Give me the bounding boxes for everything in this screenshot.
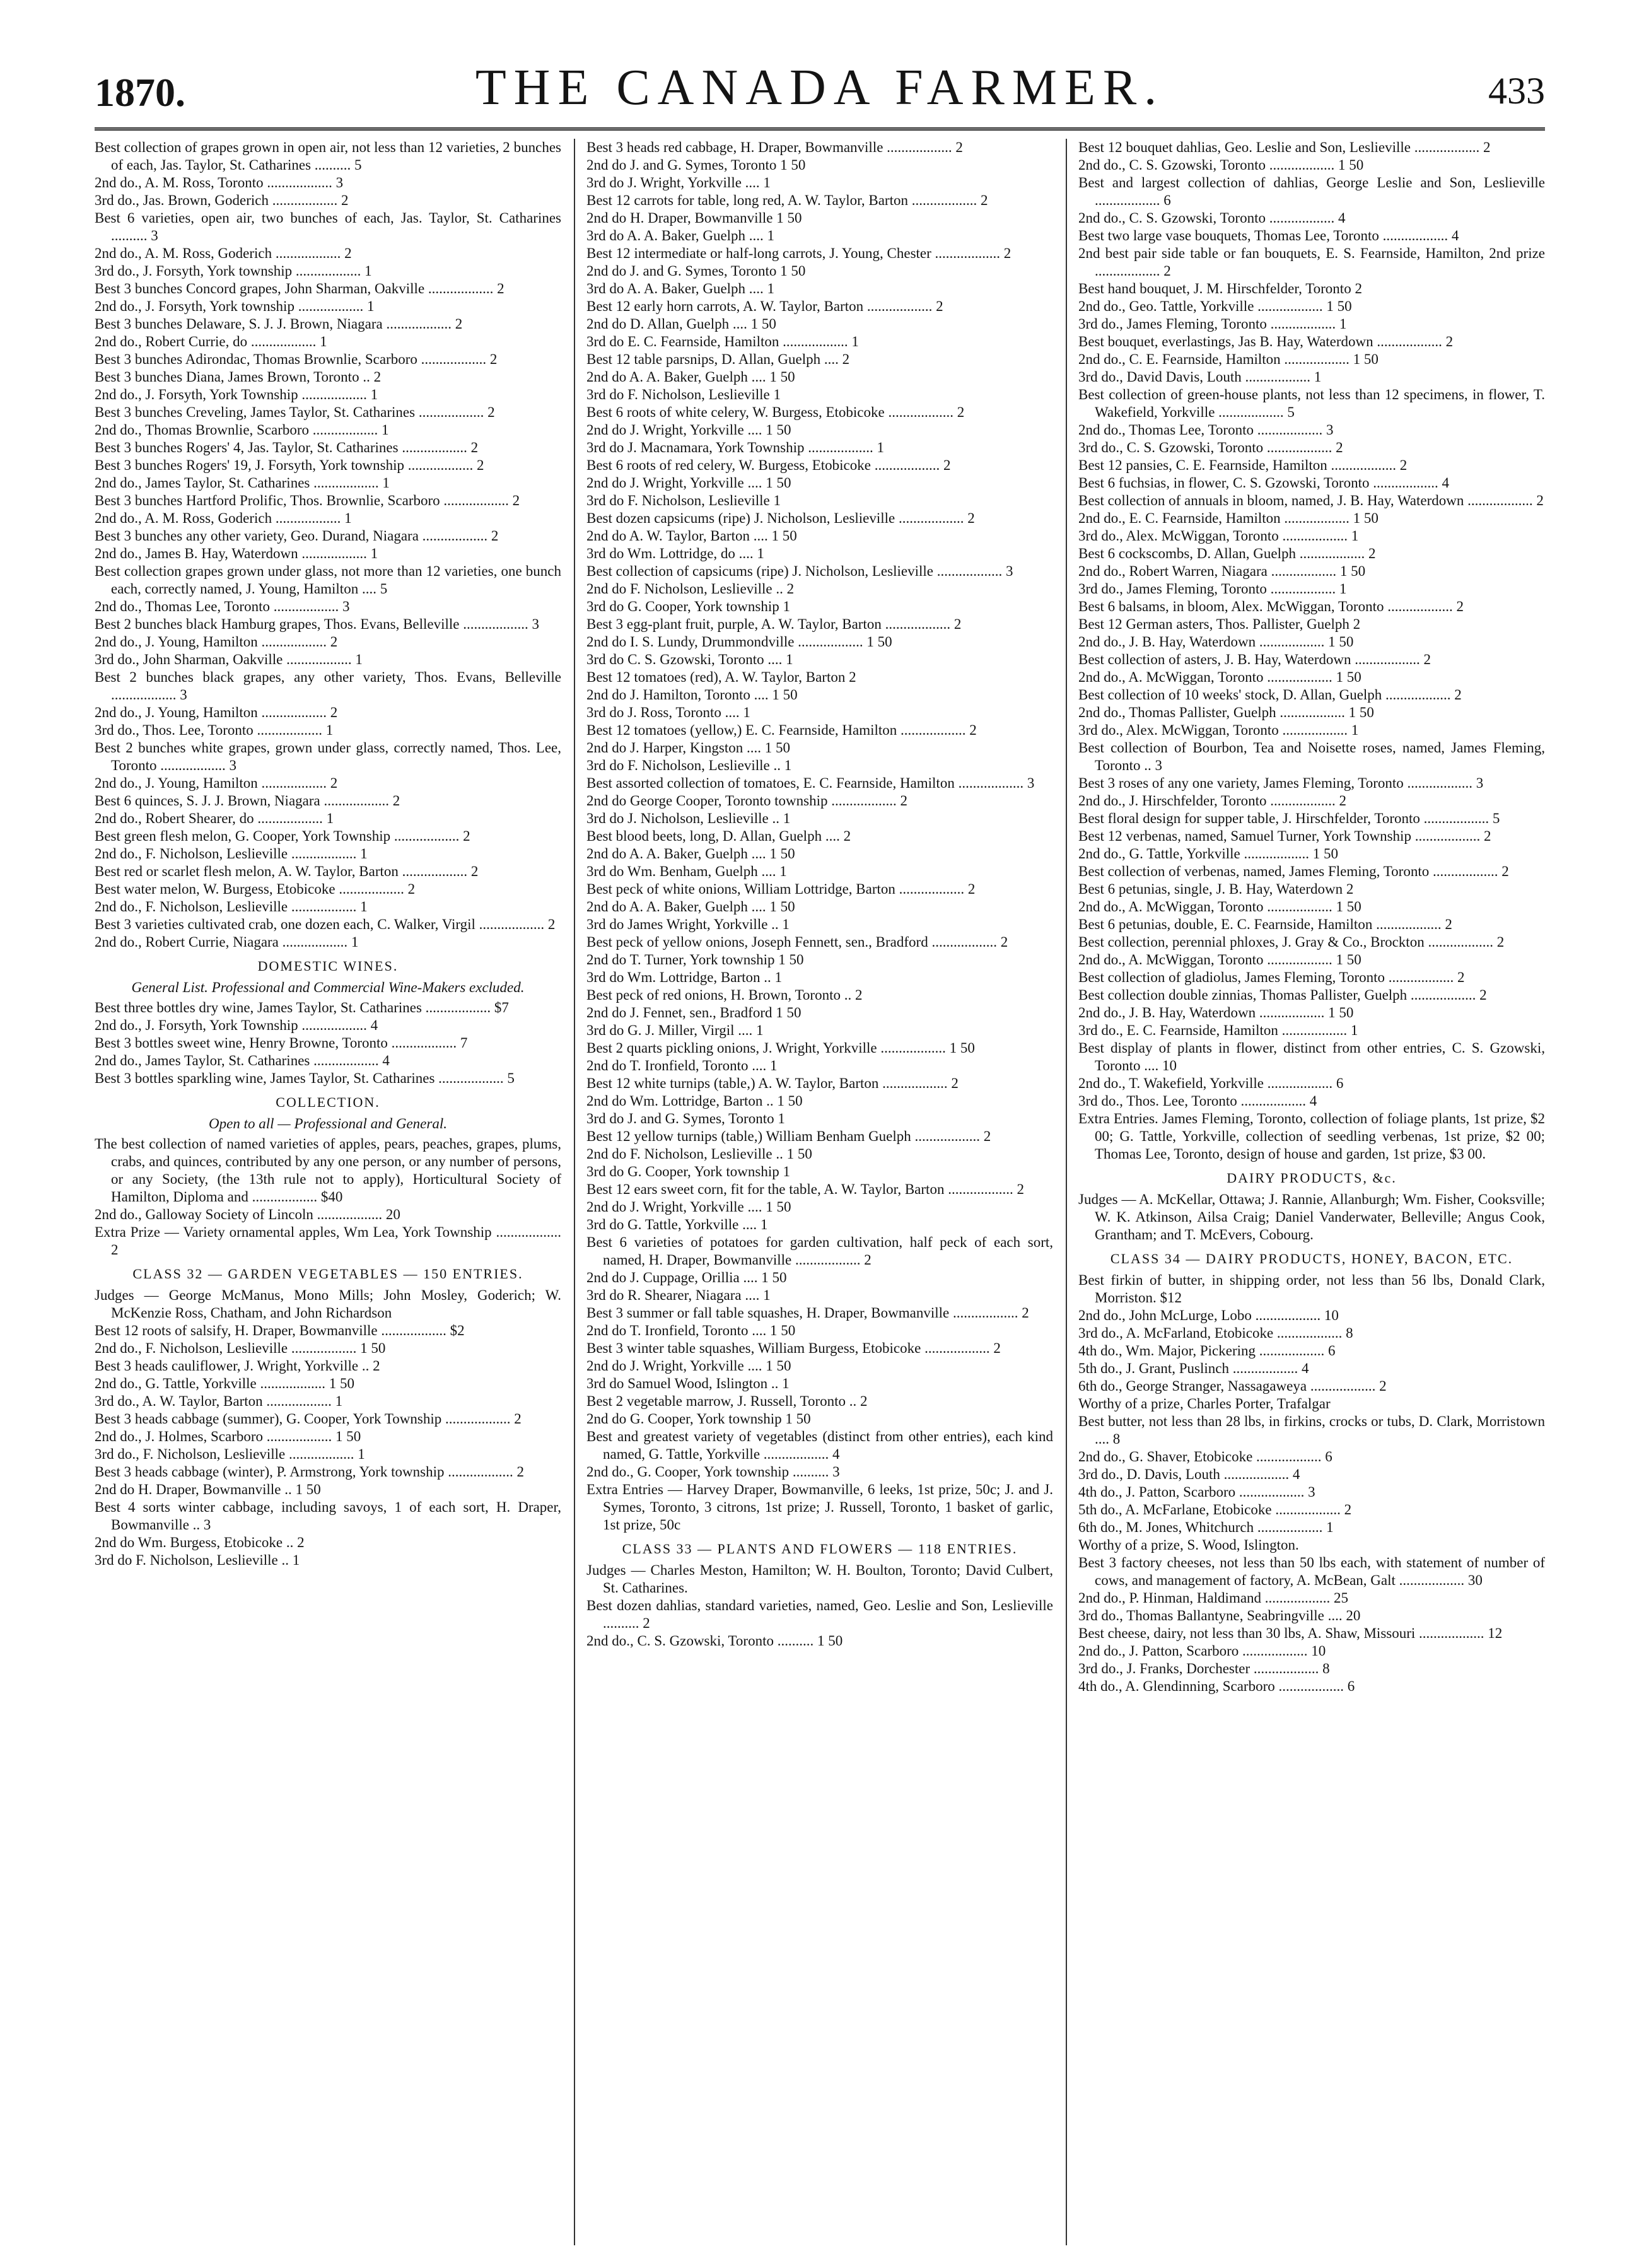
prize-entry: Best 3 bunches Diana, James Brown, Toronto .. 2: [95, 369, 382, 385]
prize-entry: 3rd do Wm. Lottridge, Barton .. 1: [586, 969, 783, 985]
prize-entry: Best and greatest variety of vegetables (distinct from other entries), each kind named, G. Tattle, Yorkville .................. 4: [586, 1429, 1053, 1462]
prize-entry: 2nd do., J. Holmes, Scarboro .................. 1 50: [95, 1429, 361, 1444]
prize-entry: Best 3 bunches Creveling, James Taylor, St. Catharines .................. 2: [95, 404, 495, 420]
prize-entry: 2nd do., J. Forsyth, York Township .................. 1: [95, 387, 378, 402]
prize-entry: 3rd do., Alex. McWiggan, Toronto .................. 1: [1078, 722, 1359, 738]
prize-entry: Best 12 ears sweet corn, fit for the table, A. W. Taylor, Barton .................. 2: [586, 1181, 1024, 1197]
prize-entry: Best display of plants in flower, distinct from other entries, C. S. Gzowski, Toronto .... 10: [1078, 1040, 1545, 1073]
prize-entry: 2nd do., James B. Hay, Waterdown .................. 1: [95, 546, 378, 561]
prize-entry: Best 6 varieties of potatoes for garden cultivation, half peck of each sort, named, H. Draper, Bowmanville .................. 2: [586, 1234, 1053, 1268]
prize-entry: Best bouquet, everlastings, Jas B. Hay, Waterdown .................. 2: [1078, 334, 1454, 349]
prize-entry: 3rd do J. and G. Symes, Toronto 1: [586, 1111, 785, 1126]
prize-entry: Best collection of 10 weeks' stock, D. Allan, Guelph .................. 2: [1078, 687, 1462, 703]
prize-entry: Best peck of white onions, William Lottridge, Barton .................. 2: [586, 881, 976, 897]
prize-entry: Best 12 verbenas, named, Samuel Turner, York Township .................. 2: [1078, 828, 1491, 844]
prize-entry: 3rd do A. A. Baker, Guelph .... 1: [586, 228, 775, 243]
prize-entry: 2nd do., Thomas Pallister, Guelph .................. 1 50: [1078, 704, 1374, 720]
prize-entry: 3rd do James Wright, Yorkville .. 1: [586, 916, 790, 932]
prize-entry: 3rd do G. Cooper, York township 1: [586, 1164, 791, 1179]
masthead-rule: [95, 127, 1545, 131]
prize-entry: 2nd do., C. E. Fearnside, Hamilton .................. 1 50: [1078, 351, 1379, 367]
prize-entry: 3rd do Samuel Wood, Islington .. 1: [586, 1376, 790, 1391]
prize-entry: Best green flesh melon, G. Cooper, York Township .................. 2: [95, 828, 470, 844]
prize-entry: 2nd do., T. Wakefield, Yorkville .................. 6: [1078, 1075, 1344, 1091]
prize-entry: Best collection double zinnias, Thomas Pallister, Guelph .................. 2: [1078, 987, 1487, 1003]
prize-entry: 2nd do F. Nicholson, Leslieville .. 2: [586, 581, 795, 597]
prize-entry: Best collection of verbenas, named, James Fleming, Toronto .................. 2: [1078, 863, 1509, 879]
prize-entry: Best 6 petunias, single, J. B. Hay, Waterdown 2: [1078, 881, 1354, 897]
prize-entry: Best 3 egg-plant fruit, purple, A. W. Taylor, Barton .................. 2: [586, 616, 962, 632]
prize-entry: 2nd do F. Nicholson, Leslieville .. 1 50: [586, 1146, 812, 1162]
section-heading: CLASS 32 — GARDEN VEGETABLES — 150 ENTRIES.: [132, 1266, 523, 1282]
prize-entry: Judges — A. McKellar, Ottawa; J. Rannie, Allanburgh; Wm. Fisher, Cooksville; W. K. Atkinson, Ailsa Craig; Daniel Vanderwater, Belleville; Angus Cook, Grantham; and T. McEvers, Cobourg.: [1078, 1191, 1545, 1242]
prize-entry: 3rd do., C. S. Gzowski, Toronto .................. 2: [1078, 440, 1343, 455]
prize-entry: 3rd do Wm. Lottridge, do .... 1: [586, 546, 764, 561]
prize-entry: 3rd do J. Wright, Yorkville .... 1: [586, 175, 771, 190]
prize-entry: 3rd do., J. Forsyth, York township .................. 1: [95, 263, 372, 279]
prize-entry: 2nd do., P. Hinman, Haldimand .................. 25: [1078, 1590, 1349, 1606]
prize-entry: 3rd do F. Nicholson, Leslieville .. 1: [586, 757, 792, 773]
prize-entry: 6th do., M. Jones, Whitchurch .................. 1: [1078, 1519, 1334, 1535]
prize-entry: 3rd do., Thomas Ballantyne, Seabringville .... 20: [1078, 1608, 1361, 1623]
prize-entry: 2nd do., C. S. Gzowski, Toronto .......... 1 50: [586, 1633, 843, 1649]
prize-entry: 2nd do J. Harper, Kingston .... 1 50: [586, 740, 790, 756]
prize-entry: Best 3 winter table squashes, William Burgess, Etobicoke .................. 2: [586, 1340, 1001, 1356]
prize-entry: Best three bottles dry wine, James Taylor, St. Catharines .................. $7: [95, 1000, 509, 1015]
prize-entry: 2nd do., John McLurge, Lobo .................. 10: [1078, 1307, 1339, 1323]
prize-entry: 3rd do J. Nicholson, Leslieville .. 1: [586, 810, 791, 826]
prize-entry: Best red or scarlet flesh melon, A. W. Taylor, Barton .................. 2: [95, 863, 479, 879]
prize-entry: 3rd do., Thos. Lee, Toronto .................. 4: [1078, 1093, 1317, 1109]
prize-entry: 2nd do T. Turner, York township 1 50: [586, 952, 804, 967]
prize-entry: 2nd do., G. Tattle, Yorkville .................. 1 50: [1078, 846, 1338, 862]
prize-entry: Best 2 bunches black Hamburg grapes, Thos. Evans, Belleville .................. 3: [95, 616, 540, 632]
prize-entry: 3rd do J. Ross, Toronto .... 1: [586, 704, 750, 720]
prize-entry: 3rd do., A. W. Taylor, Barton .................. 1: [95, 1393, 343, 1409]
prize-entry: 2nd do A. W. Taylor, Barton .... 1 50: [586, 528, 797, 544]
prize-entry: 2nd do., J. Forsyth, York Township .................. 4: [95, 1017, 378, 1033]
prize-entry: 2nd do J. Wright, Yorkville .... 1 50: [586, 1358, 791, 1374]
prize-entry: 2nd do., Thomas Brownlie, Scarboro .................. 1: [95, 422, 389, 438]
prize-entry: 2nd do A. A. Baker, Guelph .... 1 50: [586, 846, 795, 862]
prize-entry: 4th do., J. Patton, Scarboro .................. 3: [1078, 1484, 1315, 1500]
prize-entry: 3rd do E. C. Fearnside, Hamilton .................. 1: [586, 334, 859, 349]
prize-entry: 2nd do., J. Forsyth, York township .................. 1: [95, 298, 375, 314]
prize-entry: Best 3 factory cheeses, not less than 50 lbs each, with statement of number of cows, and management of factory, A. McBean, Galt .................. 30: [1078, 1555, 1545, 1588]
column-1: [95, 139, 561, 2245]
prize-entry: Best 3 bunches any other variety, Geo. Durand, Niagara .................. 2: [95, 528, 499, 544]
prize-entry: Best 3 varieties cultivated crab, one dozen each, C. Walker, Virgil .................. 2: [95, 916, 556, 932]
prize-entry: 2nd do Wm. Lottridge, Barton .. 1 50: [586, 1093, 803, 1109]
prize-entry: 3rd do., E. C. Fearnside, Hamilton .................. 1: [1078, 1022, 1358, 1038]
prize-entry: 2nd do., J. Hirschfelder, Toronto .................. 2: [1078, 793, 1347, 809]
prize-entry: 2nd do., A. McWiggan, Toronto .................. 1 50: [1078, 952, 1361, 967]
prize-entry: Extra Entries — Harvey Draper, Bowmanville, 6 leeks, 1st prize, 50c; J. and J. Symes, Toronto, 3 citrons, 1st prize; J. Russell, Toronto, 1 basket of garlic, 1st prize, 50c: [586, 1482, 1053, 1533]
prize-entry: Best 6 cockscombs, D. Allan, Guelph .................. 2: [1078, 546, 1376, 561]
prize-entry: Best 3 bunches Delaware, S. J. J. Brown, Niagara .................. 2: [95, 316, 463, 332]
prize-entry: Best 3 heads cabbage (winter), P. Armstrong, York township .................. 2: [95, 1464, 525, 1480]
prize-entry: Best collection of Bourbon, Tea and Noisette roses, named, James Fleming, Toronto .. 3: [1078, 740, 1545, 773]
prize-entry: Best 3 roses of any one variety, James Fleming, Toronto .................. 3: [1078, 775, 1484, 791]
prize-entry: 3rd do G. Tattle, Yorkville .... 1: [586, 1217, 768, 1232]
prize-entry: 2nd do., G. Shaver, Etobicoke .................. 6: [1078, 1449, 1332, 1464]
prize-entry: Best hand bouquet, J. M. Hirschfelder, Toronto 2: [1078, 281, 1362, 296]
column-2: [586, 139, 1053, 2245]
prize-entry: 2nd do., J. Young, Hamilton .................. 2: [95, 775, 338, 791]
prize-entry: 2nd do., Robert Currie, do .................. 1: [95, 334, 327, 349]
prize-entry: Best collection of gladiolus, James Fleming, Toronto .................. 2: [1078, 969, 1465, 985]
prize-entry: 2nd do., J. Young, Hamilton .................. 2: [95, 634, 338, 650]
prize-entry: Best firkin of butter, in shipping order, not less than 56 lbs, Donald Clark, Morriston. $12: [1078, 1272, 1545, 1306]
prize-entry: Best peck of yellow onions, Joseph Fennett, sen., Bradford .................. 2: [586, 934, 1008, 950]
prize-entry: Best 12 intermediate or half-long carrots, J. Young, Chester .................. 2: [586, 245, 1011, 261]
prize-entry: 4th do., Wm. Major, Pickering .................. 6: [1078, 1343, 1336, 1359]
prize-entry: 3rd do G. Cooper, York township 1: [586, 599, 791, 614]
prize-entry: Judges — Charles Meston, Hamilton; W. H. Boulton, Toronto; David Culbert, St. Catharines.: [586, 1562, 1053, 1596]
prize-entry: 2nd do., A. M. Ross, Goderich .................. 2: [95, 245, 352, 261]
prize-entry: 3rd do F. Nicholson, Leslieville 1: [586, 493, 781, 508]
newspaper-title: THE CANADA FARMER.: [475, 60, 1165, 115]
prize-entry: 2nd best pair side table or fan bouquets, E. S. Fearnside, Hamilton, 2nd prize .................. 2: [1078, 245, 1545, 279]
prize-entry: 3rd do., John Sharman, Oakville .................. 1: [95, 652, 363, 667]
prize-entry: 2nd do., A. M. Ross, Toronto .................. 3: [95, 175, 344, 190]
prize-entry: 3rd do., F. Nicholson, Leslieville .................. 1: [95, 1446, 365, 1462]
prize-entry: 5th do., A. McFarlane, Etobicoke .................. 2: [1078, 1502, 1352, 1517]
prize-entry: 2nd do., Thomas Lee, Toronto .................. 3: [1078, 422, 1334, 438]
prize-entry: 2nd do H. Draper, Bowmanville 1 50: [586, 210, 802, 226]
prize-entry: Best assorted collection of tomatoes, E. C. Fearnside, Hamilton .................. 3: [586, 775, 1035, 791]
prize-entry: Best collection of green-house plants, not less than 12 specimens, in flower, T. Wakefield, Yorkville .................. 5: [1078, 387, 1545, 420]
prize-entry: Best 3 bunches Adirondac, Thomas Brownlie, Scarboro .................. 2: [95, 351, 498, 367]
column-divider: [574, 139, 575, 2245]
prize-entry: Best floral design for supper table, J. Hirschfelder, Toronto .................. 5: [1078, 810, 1500, 826]
prize-entry: 2nd do J. Wright, Yorkville .... 1 50: [586, 422, 791, 438]
prize-entry: 2nd do., F. Nicholson, Leslieville .................. 1: [95, 846, 368, 862]
prize-entry: 2nd do., Galloway Society of Lincoln .................. 20: [95, 1207, 400, 1222]
prize-entry: 2nd do A. A. Baker, Guelph .... 1 50: [586, 369, 795, 385]
prize-entry: 2nd do J. Cuppage, Orillia .... 1 50: [586, 1270, 787, 1285]
prize-entry: Extra Prize — Variety ornamental apples, Wm Lea, York Township .................. 2: [95, 1224, 561, 1258]
prize-entry: Best dozen dahlias, standard varieties, named, Geo. Leslie and Son, Leslieville .......... 2: [586, 1598, 1053, 1631]
prize-entry: Best 3 bottles sparkling wine, James Taylor, St. Catharines .................. 5: [95, 1070, 515, 1086]
prize-entry: Best two large vase bouquets, Thomas Lee, Toronto .................. 4: [1078, 228, 1459, 243]
prize-entry: 2nd do H. Draper, Bowmanville .. 1 50: [95, 1482, 321, 1497]
prize-entry: 2nd do., Geo. Tattle, Yorkville .................. 1 50: [1078, 298, 1352, 314]
prize-entry: 3rd do., J. Franks, Dorchester .................. 8: [1078, 1661, 1330, 1676]
column-3: [1078, 139, 1545, 2245]
prize-entry: 3rd do Wm. Benham, Guelph .... 1: [586, 863, 787, 879]
section-heading: CLASS 34 — DAIRY PRODUCTS, HONEY, BACON, ETC.: [1110, 1251, 1513, 1266]
prize-entry: 2nd do., J. B. Hay, Waterdown .................. 1 50: [1078, 1005, 1354, 1020]
prize-entry: 2nd do., C. S. Gzowski, Toronto .................. 4: [1078, 210, 1346, 226]
prize-entry: 3rd do., James Fleming, Toronto .................. 1: [1078, 316, 1347, 332]
section-heading: COLLECTION.: [276, 1094, 380, 1110]
prize-entry: Best 12 bouquet dahlias, Geo. Leslie and Son, Leslieville .................. 2: [1078, 139, 1491, 155]
prize-entry: 2nd do., E. C. Fearnside, Hamilton .................. 1 50: [1078, 510, 1379, 526]
prize-entry: Best 12 early horn carrots, A. W. Taylor, Barton .................. 2: [586, 298, 943, 314]
prize-entry: Best butter, not less than 28 lbs, in firkins, crocks or tubs, D. Clark, Morristown .... 8: [1078, 1413, 1545, 1447]
prize-entry: Best 3 heads cauliflower, J. Wright, Yorkville .. 2: [95, 1358, 380, 1374]
prize-entry: The best collection of named varieties of apples, pears, peaches, grapes, plums, crabs, and quinces, contributed by any one person, or any number of persons, or any Society, (the 13th rule not to apply), Horticultural Society of Hamilton, Diploma and .................. $40: [95, 1136, 561, 1205]
prize-entry: 2nd do J. and G. Symes, Toronto 1 50: [586, 263, 806, 279]
prize-entry: 3rd do F. Nicholson, Leslieville 1: [586, 387, 781, 402]
prize-entry: 2nd do., J. Patton, Scarboro .................. 10: [1078, 1643, 1326, 1659]
prize-entry: Best 12 white turnips (table,) A. W. Taylor, Barton .................. 2: [586, 1075, 959, 1091]
prize-entry: 2nd do., J. B. Hay, Waterdown .................. 1 50: [1078, 634, 1354, 650]
prize-entry: Best 12 tomatoes (red), A. W. Taylor, Barton 2: [586, 669, 856, 685]
prize-entry: Judges — George McManus, Mono Mills; John Mosley, Goderich; W. McKenzie Ross, Chatham, and John Richardson: [95, 1287, 561, 1321]
prize-entry: Best 3 bunches Hartford Prolific, Thos. Brownlie, Scarboro .................. 2: [95, 493, 520, 508]
prize-entry: 2nd do T. Ironfield, Toronto .... 1: [586, 1058, 778, 1073]
prize-entry: 2nd do., Robert Warren, Niagara .................. 1 50: [1078, 563, 1366, 579]
prize-entry: Best 3 bottles sweet wine, Henry Browne, Toronto .................. 7: [95, 1035, 468, 1051]
prize-entry: 3rd do., Thos. Lee, Toronto .................. 1: [95, 722, 334, 738]
prize-entry: Best collection of capsicums (ripe) J. Nicholson, Leslieville .................. 3: [586, 563, 1013, 579]
prize-entry: 3rd do., Jas. Brown, Goderich .................. 2: [95, 192, 349, 208]
prize-entry: 2nd do J. Wright, Yorkville .... 1 50: [586, 1199, 791, 1215]
prize-entry: Best 12 yellow turnips (table,) William Benham Guelph .................. 2: [586, 1128, 991, 1144]
prize-entry: 2nd do., F. Nicholson, Leslieville .................. 1 50: [95, 1340, 386, 1356]
prize-entry: 2nd do I. S. Lundy, Drummondville .................. 1 50: [586, 634, 892, 650]
prize-entry: 3rd do G. J. Miller, Virgil .... 1: [586, 1022, 764, 1038]
prize-entry: 3rd do J. Macnamara, York Township .................. 1: [586, 440, 884, 455]
prize-entry: Best dozen capsicums (ripe) J. Nicholson, Leslieville .................. 2: [586, 510, 975, 526]
prize-entry: Best 6 quinces, S. J. J. Brown, Niagara .................. 2: [95, 793, 400, 809]
prize-entry: 3rd do R. Shearer, Niagara .... 1: [586, 1287, 771, 1303]
section-subheading: General List. Professional and Commercial Wine-Makers excluded.: [131, 979, 525, 995]
prize-entry: Best 6 roots of red celery, W. Burgess, Etobicoke .................. 2: [586, 457, 951, 473]
prize-entry: Best 3 heads cabbage (summer), G. Cooper, York Township .................. 2: [95, 1411, 522, 1427]
prize-entry: Best 6 balsams, in bloom, Alex. McWiggan, Toronto .................. 2: [1078, 599, 1464, 614]
section-heading: DAIRY PRODUCTS, &c.: [1227, 1170, 1397, 1186]
prize-entry: Best collection, perennial phloxes, J. Gray & Co., Brockton .................. 2: [1078, 934, 1505, 950]
prize-entry: Best water melon, W. Burgess, Etobicoke .................. 2: [95, 881, 416, 897]
prize-entry: Best 6 varieties, open air, two bunches of each, Jas. Taylor, St. Catharines .......... 3: [95, 210, 561, 243]
prize-entry: 2nd do J. Fennet, sen., Bradford 1 50: [586, 1005, 802, 1020]
prize-entry: 3rd do C. S. Gzowski, Toronto .... 1: [586, 652, 793, 667]
prize-entry: Best 12 German asters, Thos. Pallister, Guelph 2: [1078, 616, 1361, 632]
prize-entry: Best and largest collection of dahlias, George Leslie and Son, Leslieville .................. 6: [1078, 175, 1545, 208]
prize-entry: 2nd do., C. S. Gzowski, Toronto .................. 1 50: [1078, 157, 1364, 173]
section-subheading: Open to all — Professional and General.: [209, 1116, 447, 1131]
prize-entry: 2nd do., F. Nicholson, Leslieville .................. 1: [95, 899, 368, 915]
prize-entry: Best 2 bunches white grapes, grown under glass, correctly named, Thos. Lee, Toronto .................. 3: [95, 740, 561, 773]
prize-entry: Best 6 fuchsias, in flower, C. S. Gzowski, Toronto .................. 4: [1078, 475, 1449, 491]
prize-entry: 3rd do A. A. Baker, Guelph .... 1: [586, 281, 775, 296]
prize-entry: Best 3 bunches Concord grapes, John Sharman, Oakville .................. 2: [95, 281, 504, 296]
prize-entry: 2nd do A. A. Baker, Guelph .... 1 50: [586, 899, 795, 915]
prize-entry: 2nd do., Robert Currie, Niagara .................. 1: [95, 934, 359, 950]
prize-entry: Worthy of a prize, Charles Porter, Trafalgar: [1078, 1396, 1331, 1412]
prize-entry: 5th do., J. Grant, Puslinch .................. 4: [1078, 1360, 1309, 1376]
prize-entry: Best 3 heads red cabbage, H. Draper, Bowmanville .................. 2: [586, 139, 963, 155]
prize-entry: Best collection of annuals in bloom, named, J. B. Hay, Waterdown .................. 2: [1078, 493, 1544, 508]
prize-entry: Best cheese, dairy, not less than 30 lbs, A. Shaw, Missouri .................. 12: [1078, 1625, 1503, 1641]
prize-entry: Best 3 bunches Rogers' 19, J. Forsyth, York township .................. 2: [95, 457, 484, 473]
prize-entry: 2nd do T. Ironfield, Toronto .... 1 50: [586, 1323, 796, 1338]
prize-entry: 2nd do., James Taylor, St. Catharines .................. 1: [95, 475, 390, 491]
prize-entry: Best collection grapes grown under glass, not more than 12 varieties, one bunch each, correctly named, J. Young, Hamilton .... 5: [95, 563, 561, 597]
masthead: [95, 57, 1545, 132]
page-number: 433: [1488, 70, 1545, 112]
prize-entry: 2nd do D. Allan, Guelph .... 1 50: [586, 316, 776, 332]
prize-entry: Best 3 summer or fall table squashes, H. Draper, Bowmanville .................. 2: [586, 1305, 1029, 1321]
prize-entry: Best 12 pansies, C. E. Fearnside, Hamilton .................. 2: [1078, 457, 1408, 473]
prize-entry: 2nd do., A. McWiggan, Toronto .................. 1 50: [1078, 669, 1361, 685]
article-columns: [95, 139, 1545, 2245]
prize-entry: Best 4 sorts winter cabbage, including savoys, 1 of each sort, H. Draper, Bowmanville .. 3: [95, 1499, 561, 1533]
section-heading: DOMESTIC WINES.: [257, 958, 399, 974]
prize-entry: 3rd do F. Nicholson, Leslieville .. 1: [95, 1552, 300, 1568]
prize-entry: 2nd do., J. Young, Hamilton .................. 2: [95, 704, 338, 720]
prize-entry: 3rd do., A. McFarland, Etobicoke .................. 8: [1078, 1325, 1353, 1341]
prize-entry: 2nd do., Robert Shearer, do .................. 1: [95, 810, 334, 826]
prize-entry: Best 12 table parsnips, D. Allan, Guelph .... 2: [586, 351, 850, 367]
issue-year: 1870.: [95, 70, 185, 115]
prize-entry: 2nd do Wm. Burgess, Etobicoke .. 2: [95, 1534, 305, 1550]
column-divider: [1066, 139, 1067, 2245]
prize-entry: 2nd do J. Wright, Yorkville .... 1 50: [586, 475, 791, 491]
prize-entry: 2nd do J. and G. Symes, Toronto 1 50: [586, 157, 806, 173]
prize-entry: 6th do., George Stranger, Nassagaweya .................. 2: [1078, 1378, 1387, 1394]
prize-entry: Best blood beets, long, D. Allan, Guelph .... 2: [586, 828, 851, 844]
prize-entry: Best peck of red onions, H. Brown, Toronto .. 2: [586, 987, 863, 1003]
prize-entry: 2nd do., G. Tattle, Yorkville .................. 1 50: [95, 1376, 354, 1391]
prize-entry: 3rd do., David Davis, Louth .................. 1: [1078, 369, 1322, 385]
prize-entry: 2nd do G. Cooper, York township 1 50: [586, 1411, 811, 1427]
prize-entry: 2nd do., A. McWiggan, Toronto .................. 1 50: [1078, 899, 1361, 915]
prize-entry: Best collection of asters, J. B. Hay, Waterdown .................. 2: [1078, 652, 1431, 667]
prize-entry: 2nd do J. Hamilton, Toronto .... 1 50: [586, 687, 798, 703]
prize-entry: Extra Entries. James Fleming, Toronto, collection of foliage plants, 1st prize, $2 00; G. Tattle, Yorkville, collection of seedling verbenas, 1st prize, $2 00; Thomas Lee, Toronto, design of house and garden, 1st prize, $3 00.: [1078, 1111, 1545, 1162]
prize-entry: Best 12 tomatoes (yellow,) E. C. Fearnside, Hamilton .................. 2: [586, 722, 977, 738]
prize-entry: Best 12 carrots for table, long red, A. W. Taylor, Barton .................. 2: [586, 192, 988, 208]
prize-entry: 3rd do., D. Davis, Louth .................. 4: [1078, 1466, 1300, 1482]
prize-entry: 3rd do., James Fleming, Toronto .................. 1: [1078, 581, 1347, 597]
prize-entry: Best 2 quarts pickling onions, J. Wright, Yorkville .................. 1 50: [586, 1040, 975, 1056]
prize-entry: 2nd do., A. M. Ross, Goderich .................. 1: [95, 510, 352, 526]
prize-entry: Best 3 bunches Rogers' 4, Jas. Taylor, St. Catharines .................. 2: [95, 440, 479, 455]
prize-entry: 2nd do George Cooper, Toronto township .................. 2: [586, 793, 907, 809]
prize-entry: 2nd do., G. Cooper, York township .......... 3: [586, 1464, 840, 1480]
prize-entry: Best 6 roots of white celery, W. Burgess, Etobicoke .................. 2: [586, 404, 965, 420]
prize-entry: Worthy of a prize, S. Wood, Islington.: [1078, 1537, 1299, 1553]
prize-entry: 2nd do., Thomas Lee, Toronto .................. 3: [95, 599, 350, 614]
prize-entry: 3rd do., Alex. McWiggan, Toronto .................. 1: [1078, 528, 1359, 544]
prize-entry: 2nd do., James Taylor, St. Catharines .................. 4: [95, 1053, 390, 1068]
prize-entry: Best 12 roots of salsify, H. Draper, Bowmanville .................. $2: [95, 1323, 465, 1338]
prize-entry: Best 2 vegetable marrow, J. Russell, Toronto .. 2: [586, 1393, 868, 1409]
prize-entry: Best collection of grapes grown in open air, not less than 12 varieties, 2 bunches of each, Jas. Taylor, St. Catharines .......... 5: [95, 139, 561, 173]
prize-entry: 4th do., A. Glendinning, Scarboro .................. 6: [1078, 1678, 1355, 1694]
prize-entry: Best 6 petunias, double, E. C. Fearnside, Hamilton .................. 2: [1078, 916, 1452, 932]
prize-entry: Best 2 bunches black grapes, any other variety, Thos. Evans, Belleville .................. 3: [95, 669, 561, 703]
section-heading: CLASS 33 — PLANTS AND FLOWERS — 118 ENTRIES.: [622, 1541, 1018, 1557]
newspaper-page: [95, 57, 1545, 2245]
